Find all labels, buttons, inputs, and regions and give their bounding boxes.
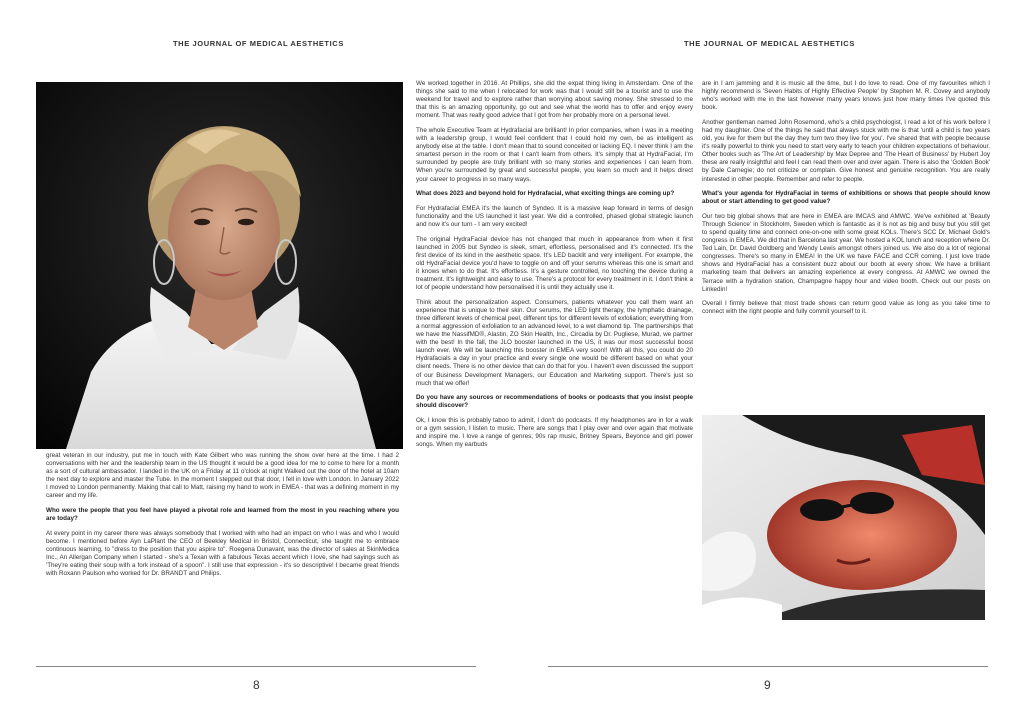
journal-header: THE JOURNAL OF MEDICAL AESTHETICS <box>684 39 855 48</box>
paragraph: The whole Executive Team at Hydrafacial are brilliant! In prior companies, when I was in a meeting with a leadership group, I would feel confident that I could hold my own, be as intelligent as anybody else at the table. I don't mean that to sound conceited or lacking EQ. I never think I am the smartest person in the room or that I can't learn from others. It's simply that at HydraFacial, I'm surrounded by people are truly brilliant with so many stories and experiences I can learn from. When you're surrounded by great and successful people, you learn so much and it helps direct your career to progress in so many ways. <box>416 126 693 183</box>
paragraph: For Hydrafacial EMEA it's the launch of Syndeo. It is a massive leap forward in terms of design functionality and the US launched it last year. We did a controlled, phased global strategic launch and now it's our turn - I am very excited! <box>416 204 693 228</box>
portrait-photo-illustration <box>36 82 403 449</box>
paragraph: Think about the personalization aspect. Consumers, patients whatever you call them want an experience that is unique to their skin. Our serums, the LED light therapy, the lymphatic drainage, three different levels of chemical peel, different tips for different levels of exfoliation; everything from a normal aggression of exfoliation to an advanced level, to a wet diamond tip. The partnerships that we have the NassifMD®, Alastin, ZO Skin Health, Inc., Circadia by Dr. Pugliese, Murad, we partner with the best! In the fall, the JLO booster launched in the US, it was our most successful boost launch ever. We will be launching this booster in EMEA very soon!! With all this, you could do 20 Hydrafacials a day in your practice and every single one would be different based on what your client needs. There is no other device that can do that for you. I haven't even discussed the support of our Business Development Managers, our Education and Marketing support. There's just so much that we offer! <box>416 298 693 387</box>
paragraph: Overall I firmly believe that most trade shows can return good value as long as you take time to connect with the right people and fully commit yourself to it. <box>702 300 990 316</box>
interview-question: What does 2023 and beyond hold for Hydrafacial, what exciting things are coming up? <box>416 190 675 198</box>
interview-question: What's your agenda for HydraFacial in terms of exhibitions or shows that people should know about or start attending to get good value? <box>702 190 990 206</box>
paragraph: Ok, I know this is probably taboo to admit, I don't do podcasts. If my headphones are in for a walk or a gym session, I listen to music. There are songs that I play over and over again that motivate and inspire me. I love a range of genres; 90s rap music, Britney Spears, Beyonce and girl power songs. When my earbuds <box>416 416 693 449</box>
led-therapy-illustration <box>702 415 985 620</box>
journal-header: THE JOURNAL OF MEDICAL AESTHETICS <box>173 39 344 48</box>
led-therapy-photo <box>702 415 985 620</box>
page-number: 9 <box>764 678 771 692</box>
footer-rule <box>36 666 476 667</box>
portrait-photo <box>36 82 403 449</box>
paragraph: are in I am jamming and it is music all the time, but I do love to read. One of my favourites which I highly recommend is 'Seven Habits of Highly Effective People' by Stephen M. R. Covey and anybody who's worked with me in the last however many years knows just how many times I've quoted this book. <box>702 80 990 112</box>
page-number: 8 <box>253 678 260 692</box>
paragraph: The original HydraFacial device has not changed that much in appearance from when it first launched in 2005 but Syndeo is sleek, smart, effortless, personalised and it's connected. It's the first device of its kind in the aesthetic space. It's LED backlit and very intelligent. For example, the old HydraFacial device you'd have to toggle on and off your serums whereas this one is smart and it knows when to do that. It's effortless. It's a gesture controlled, no touching the device during a treatment. It's lightweight and easy to use. There's a protocol for every treatment in it. I don't think a lot of people understand how personalised it is until they actually use it. <box>416 235 693 292</box>
left-column-1 <box>46 452 399 585</box>
interview-question: Who were the people that you feel have played a pivotal role and learned from the most in you reaching where you are today? <box>46 507 399 523</box>
paragraph: Our two big global shows that are here in EMEA are IMCAS and AMWC. We've exhibited at 'Beauty Through Science' in Stockholm, Sweden which is fantastic as it is not as big and busy but you still get to spend quality time and connect one-on-one with some great KOLs. There's SCC Dr. Michael Gold's congress in EMEA. We did that in Barcelona last year. We hosted a KOL lunch and reception where Dr. Ted Lain, Dr. David Goldberg and Wendy Lewis amongst others joined us. We also do a lot of regional congresses. There's so many in EMEA! In the UK we have FACE and CCR coming. I just love trade shows and HydraFacial has a consistent buzz about our booth at every show. We have a brilliant marketing team that delivers an amazing experience at every congress. At AMWC we owned the Terrace with a hydration station, Champagne happy hour and video booth. Check out our posts on Linkedin! <box>702 212 990 293</box>
interview-question: Do you have any sources or recommendations of books or podcasts that you insist people should discover? <box>416 394 693 410</box>
paragraph: Another gentleman named John Rosemond, who's a child psychologist, I read a lot of his work before I had my daughter. One of the things he said that always stuck with me is that 'until a child is two years old, you live for them but the day they turn two they live for you'. I've shared that with people because it's really powerful to think you need to start very early to teach your children expectations of behaviour. Other books such as 'The Art of Leadership' by Max Depree and 'The Heart of Business' by Hubert Joy these are really insightful and feel I can read them over and over again. There is also the 'Golden Book' by Dale Carnegie; do not criticize or complain. Give honest and genuine recognition. You are really interested in other people. Remember and refer to people. <box>702 118 990 183</box>
page9-column-1 <box>702 80 990 323</box>
paragraph: great veteran in our industry, put me in touch with Kate Gilbert who was running the show over here at the time. I had 2 conversations with her and the leadership team in the US thought it would be a good idea for me to come to here for a month as a sort of cultural ambassador. I landed in the UK on a Friday at 11 o'clock at night Walked out the door of the hotel at 10am the next day to explore and master the Tube. In the moment I stepped out that door, I fell in love with London. In January 2022 I moved to London permanently. Making that call to Matt, raising my hand to work in EMEA - that was a defining moment in my career and my life. <box>46 452 399 500</box>
paragraph: At every point in my career there was always somebody that I worked with who had an impact on who I was and who I would become. I mentioned before Ayn LaPlant the CEO of Beekley Medical in Bristol, Connecticut, she taught me to embrace continuous learning, to "dress to the position that you aspire to". Roegena Dunavant, was the director of sales at SkinMedica Inc., An Allergan Company when I started - she's a Texan with a fabulous Texas accent which I love, she had sayings such as 'They're eating their soup with a fork instead of a spoon". I still use that expression - it's so descriptive! I became great friends with Roxann Paulson who worked for Dr. BRANDT and Philips. <box>46 529 399 578</box>
paragraph: We worked together in 2016. At Phillips, she did the expat thing living in Amsterdam. One of the things she said to me when I relocated for work was that I would still be a tourist and to use the weekend for travel and to explore rather than worrying about saving money. She stressed to me that this is an amazing opportunity, go out and see what the world has to offer and enjoy every moment. That was really good advice that I got from her probably more on a personal level. <box>416 80 693 120</box>
footer-rule <box>548 666 988 667</box>
